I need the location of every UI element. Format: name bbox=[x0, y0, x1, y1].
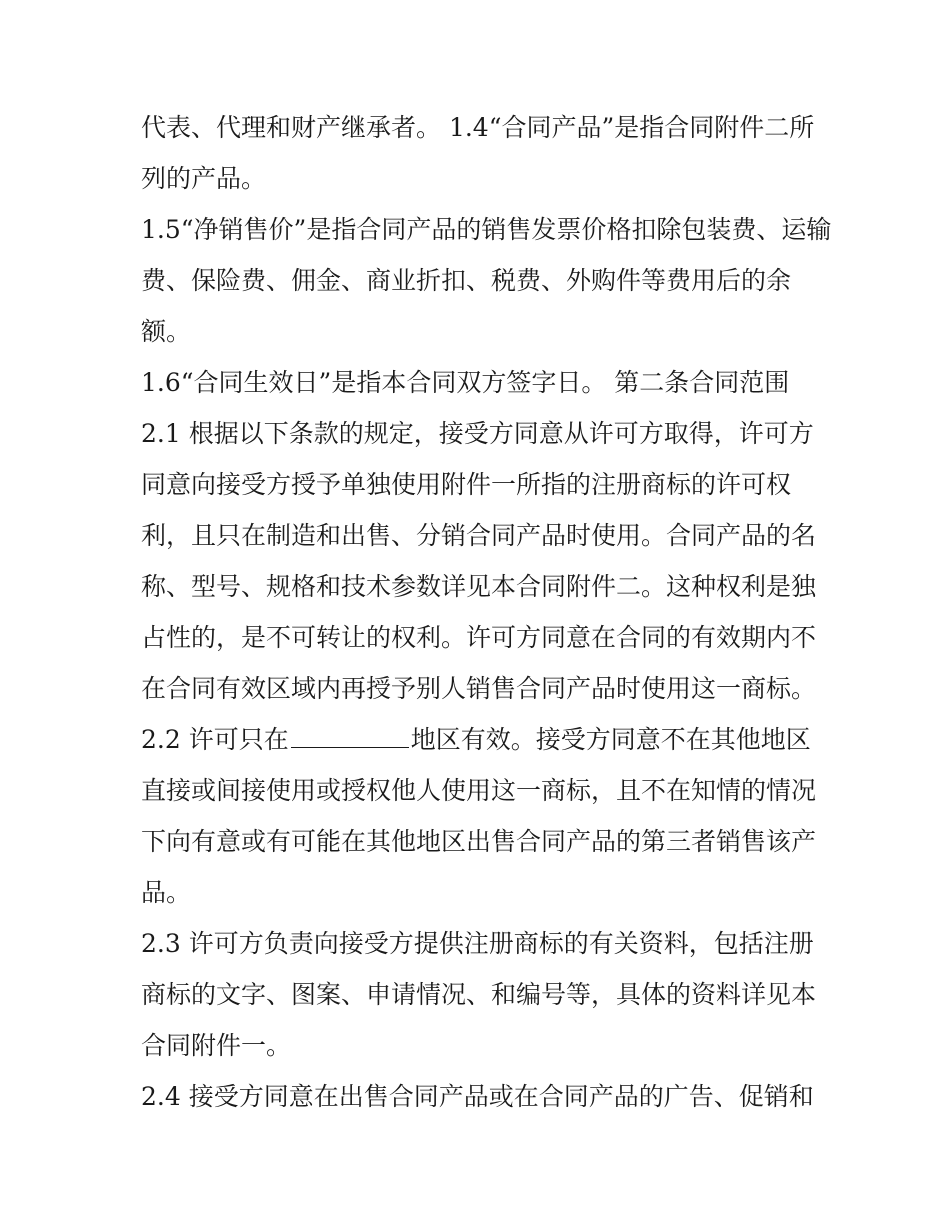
contract-body-text bbox=[141, 102, 832, 1122]
text-line: 1.6“合同生效日”是指本合同双方签字日。 第二条合同范围 bbox=[141, 368, 790, 397]
text-line: 列的产品。 bbox=[141, 164, 267, 193]
text-line: 称、型号、规格和技术参数详见本合同附件二。这种权利是独 bbox=[141, 572, 817, 601]
text-line: 利，且只在制造和出售、分销合同产品时使用。合同产品的名 bbox=[141, 521, 817, 550]
text-line: 下向有意或有可能在其他地区出售合同产品的第三者销售该产 bbox=[141, 827, 817, 856]
text-line: 直接或间接使用或授权他人使用这一商标，且不在知情的情况 bbox=[141, 776, 817, 805]
clause-2-2-suffix: 地区有效。接受方同意不在其他地区 bbox=[410, 725, 811, 754]
text-line: 在合同有效区域内再授予别人销售合同产品时使用这一商标。 bbox=[141, 674, 817, 703]
clause-2-2-prefix: 2.2 许可只在 bbox=[141, 725, 289, 754]
text-line: 额。 bbox=[141, 317, 192, 346]
text-line: 1.5“净销售价”是指合同产品的销售发票价格扣除包装费、运输 bbox=[141, 215, 832, 244]
clause-2-2-line bbox=[141, 714, 821, 765]
text-line: 2.1 根据以下条款的规定，接受方同意从许可方取得，许可方 bbox=[141, 419, 814, 448]
text-line: 商标的文字、图案、申请情况、和编号等，具体的资料详见本 bbox=[141, 980, 817, 1009]
text-line: 同意向接受方授予单独使用附件一所指的注册商标的许可权 bbox=[141, 470, 792, 499]
text-line: 品。 bbox=[141, 878, 192, 907]
text-line: 2.4 接受方同意在出售合同产品或在合同产品的广告、促销和 bbox=[141, 1082, 814, 1111]
text-line: 代表、代理和财产继承者。 1.4“合同产品”是指合同附件二所 bbox=[141, 113, 815, 142]
text-line: 费、保险费、佣金、商业折扣、税费、外购件等费用后的余 bbox=[141, 266, 792, 295]
text-line: 合同附件一。 bbox=[141, 1031, 292, 1060]
region-blank-field bbox=[291, 721, 409, 748]
text-line: 2.3 许可方负责向接受方提供注册商标的有关资料，包括注册 bbox=[141, 929, 814, 958]
text-line: 占性的，是不可转让的权利。许可方同意在合同的有效期内不 bbox=[141, 623, 817, 652]
